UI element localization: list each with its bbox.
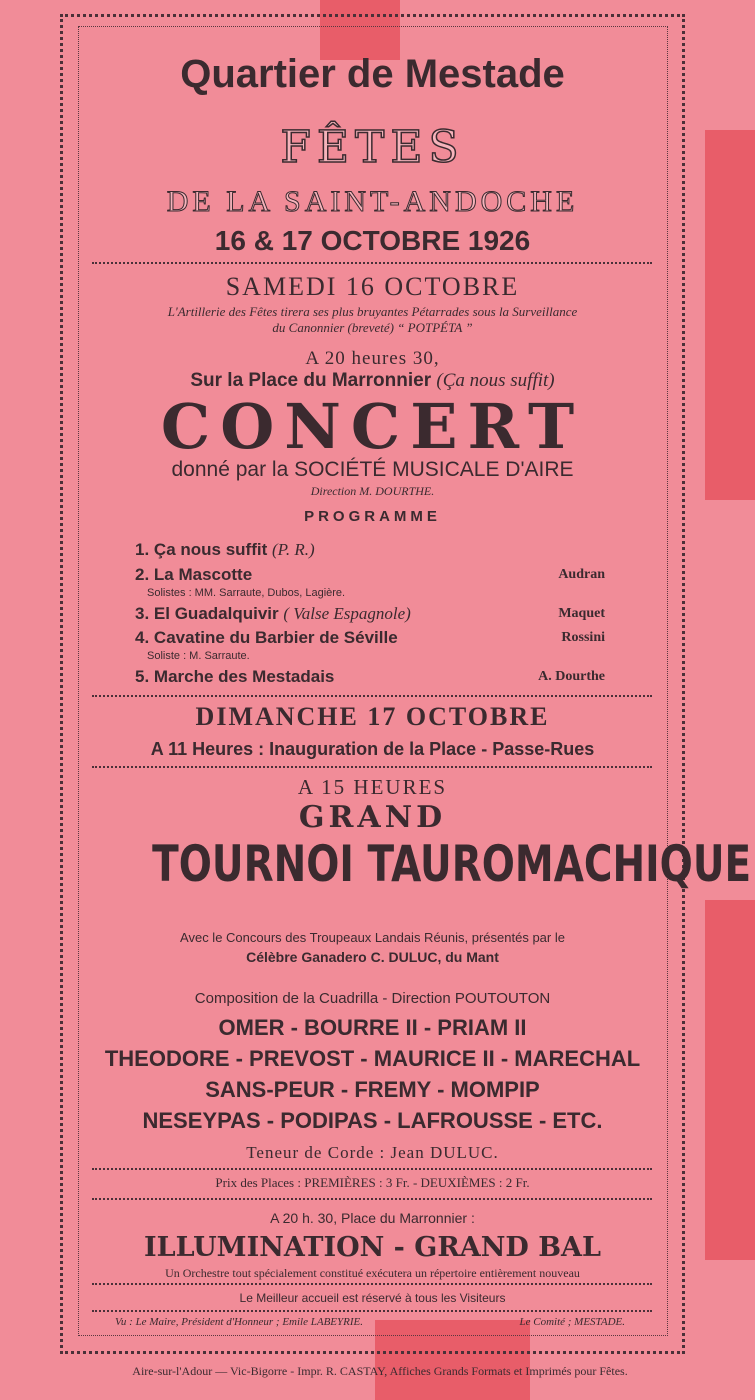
item-number: 5. [135, 667, 150, 686]
place-note: (Ça nous suffit) [436, 370, 555, 391]
programme-item-1 [135, 540, 605, 560]
comite-text: Le Comité ; MESTADE. [519, 1316, 625, 1328]
artillery-line-1: L'Artillerie des Fêtes tirera ses plus bruyantes Pétarrades sous la Surveillance [167, 304, 578, 319]
title-quarter: Quartier de Mestade [180, 52, 565, 96]
programme-soloists-4: Soliste : M. Sarraute. [147, 650, 250, 662]
morning-event: A 11 Heures : Inauguration de la Place - Passe-Rues [150, 739, 595, 759]
cuadrilla-names-4: NESEYPAS - PODIPAS - LAFROUSSE - ETC. [142, 1108, 603, 1133]
footer-comite [90, 1316, 625, 1328]
concert-title: CONCERT [160, 390, 585, 463]
evening-title: ILLUMINATION - GRAND BAL [144, 1232, 601, 1263]
divider [92, 1310, 652, 1312]
afternoon-time: A 15 HEURES [297, 775, 448, 799]
divider [92, 1168, 652, 1170]
divider [92, 695, 652, 697]
divider [92, 1283, 652, 1285]
direction: Direction M. DOURTHE. [310, 484, 435, 498]
title-dates: 16 & 17 OCTOBRE 1926 [214, 225, 531, 256]
teneur: Teneur de Corde : Jean DULUC. [246, 1143, 499, 1162]
item-number: 4. [135, 628, 150, 647]
concours-line-2: Célèbre Ganadero C. DULUC, du Mant [246, 949, 499, 965]
item-number: 3. [135, 604, 150, 623]
item-composer: A. Dourthe [538, 669, 605, 684]
orchestra-note: Un Orchestre tout spécialement constitué exécutera un répertoire entièrement nouveau [165, 1266, 580, 1280]
title-saint: DE LA SAINT-ANDOCHE [166, 185, 579, 218]
cuadrilla-names-3: SANS-PEUR - FREMY - MOMPIP [205, 1077, 540, 1102]
item-title: Marche des Mestadais [153, 667, 335, 686]
item-title: Cavatine du Barbier de Séville [153, 628, 398, 647]
tournoi-title: TOURNOI TAUROMACHIQUE [152, 835, 752, 893]
place-name: Sur la Place du Marronnier [190, 370, 432, 391]
cuadrilla-names-2: THEODORE - PREVOST - MAURICE II - MARECHAL [104, 1046, 641, 1071]
item-number: 2. [135, 565, 150, 584]
evening-time: A 20 h. 30, Place du Marronnier : [270, 1210, 475, 1226]
programme-soloists-2: Solistes : MM. Sarraute, Dubos, Lagière. [147, 587, 346, 599]
programme-heading: PROGRAMME [304, 508, 441, 525]
item-composer: Audran [558, 567, 605, 582]
divider [92, 1198, 652, 1200]
welcome: Le Meilleur accueil est réservé à tous les Visiteurs [239, 1291, 506, 1305]
item-number: 1. [135, 540, 150, 559]
item-title: Ça nous suffit [153, 540, 268, 559]
printer-line: Aire-sur-l'Adour — Vic-Bigorre - Impr. R. CASTAY, Affiches Grands Formats et Imprimés pour Fêtes. [132, 1364, 628, 1378]
programme-item-4 [135, 628, 605, 648]
title-fetes: FÊTES [280, 122, 465, 173]
tape-right-top [705, 130, 755, 500]
item-note: ( Valse Espagnole) [283, 604, 411, 623]
artillery-line-2: du Canonnier (breveté) “ POTPÉTA ” [272, 320, 473, 335]
cuadrilla-heading: Composition de la Cuadrilla - Direction POUTOUTON [194, 990, 551, 1007]
samedi-title: SAMEDI 16 OCTOBRE [225, 272, 520, 301]
concert-place [90, 370, 655, 392]
programme-item-2 [135, 565, 605, 585]
item-note: (P. R.) [272, 540, 315, 559]
item-title: El Guadalquivir [153, 604, 279, 623]
programme-item-3 [135, 604, 605, 624]
concours-line-1: Avec le Concours des Troupeaux Landais Réunis, présentés par le [180, 930, 565, 945]
prices: Prix des Places : PREMIÈRES : 3 Fr. - DEUXIÈMES : 2 Fr. [215, 1175, 530, 1190]
vu-text: Vu : Le Maire, Président d'Honneur ; Emile LABEYRIE. [115, 1316, 363, 1328]
divider [92, 766, 652, 768]
dimanche-title: DIMANCHE 17 OCTOBRE [195, 702, 550, 731]
given-by: donné par la SOCIÉTÉ MUSICALE D'AIRE [171, 458, 574, 481]
concert-time: A 20 heures 30, [305, 348, 440, 369]
item-title: La Mascotte [153, 565, 253, 584]
grand-title: GRAND [298, 800, 447, 835]
item-composer: Rossini [561, 630, 605, 645]
programme-item-5 [135, 667, 605, 687]
item-composer: Maquet [558, 606, 605, 621]
tape-right-bottom [705, 900, 755, 1260]
cuadrilla-names-1: OMER - BOURRE II - PRIAM II [218, 1015, 527, 1040]
divider [92, 262, 652, 264]
